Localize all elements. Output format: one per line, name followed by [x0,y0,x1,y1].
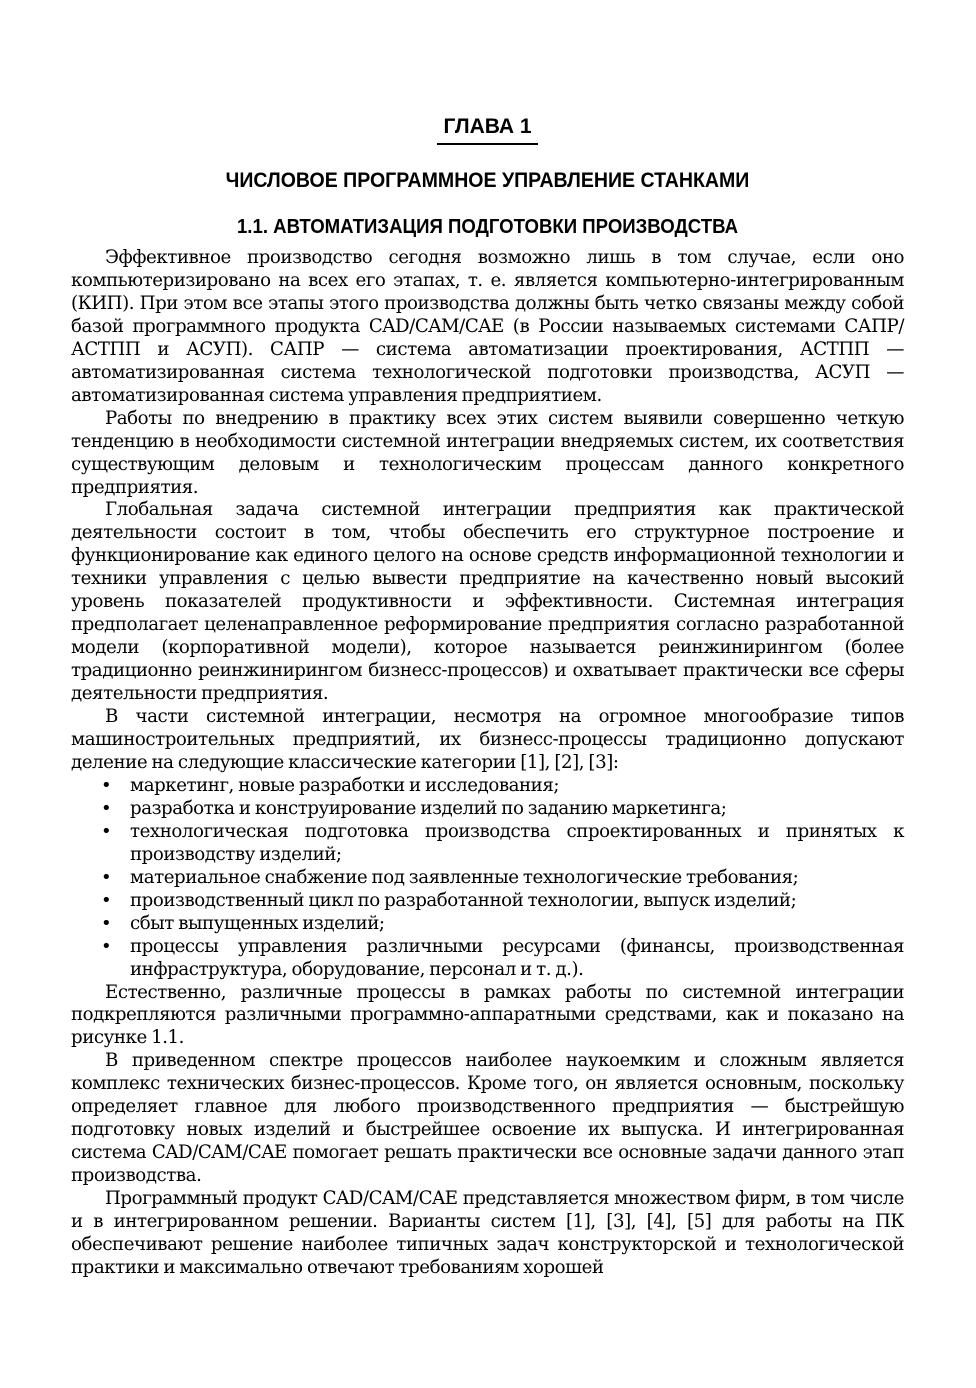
book-page [71,112,904,1280]
paragraph: Естественно, различные процессы в рамках работы по системной интеграции подкрепляются различными программно-аппаратными средствами, как и показано на рисунке 1.1. [71,981,904,1049]
list-item: • маркетинг, новые разработки и исследования; [71,775,904,798]
chapter-label: ГЛАВА 1 [437,112,537,145]
list-item: • сбыт выпущенных изделий; [71,913,904,936]
paragraph: В части системной интеграции, несмотря на огромное многообразие типов машиностроительных предприятий, их бизнесс-процессы традиционно допускают деление на следующие классические категории [1], [2], [3]: [71,706,904,773]
chapter-heading [71,112,904,145]
list-item: • материальное снабжение под заявленные технологические требования; [71,867,904,890]
paragraph: Работы по внедрению в практику всех этих систем выявили совершенно четкую тенденцию в необходимости системной интеграции внедряемых систем, их соответствия существующим деловым и технологическим процессам данного конкретного предприятия. [71,407,904,498]
category-list [71,775,904,982]
paragraph: Эффективное производство сегодня возможно лишь в том случае, если оно компьютеризировано на всех его этапах, т. е. является компьютерно-интегрированным (КИП). При этом все этапы этого производства должны быть четко связаны между собой базой программного продукта CAD/CAM/CAE (в России называемых системами САПР/АСТПП и АСУП). САПР — система автоматизации проектирования, АСТПП — автоматизированная система технологической подготовки производства, АСУП — автоматизированная система управления предприятием. [71,247,904,406]
paragraph: Программный продукт CAD/CAM/CAE представляется множеством фирм, в том числе и в интегрированном решении. Варианты систем [1], [3], [4], [5] для работы на ПК обеспечивают решение наиболее типичных задач конструкторской и технологической практики и максимально отвечают требованиям хорошей [71,1188,904,1278]
list-item: • процессы управления различными ресурсами (финансы, производственная инфраструктура, оборудование, персонал и т. д.). [71,936,904,982]
list-item: • технологическая подготовка производства спроектированных и принятых к производству изделий; [71,821,904,867]
chapter-title: ЧИСЛОВОЕ ПРОГРАММНОЕ УПРАВЛЕНИЕ СТАНКАМИ [225,169,750,192]
list-item: • производственный цикл по разработанной технологии, выпуск изделий; [71,890,904,913]
list-item: • разработка и конструирование изделий по заданию маркетинга; [71,798,904,821]
section-heading: 1.1. АВТОМАТИЗАЦИЯ ПОДГОТОВКИ ПРОИЗВОДСТВА [236,216,739,238]
paragraph: В приведенном спектре процессов наиболее наукоемким и сложным является комплекс технических бизнес-процессов. Кроме того, он является основным, поскольку определяет главное для любого производственного предприятия — быстрейшую подготовку новых изделий и быстрейшее освоение их выпуска. И интегрированная система CAD/CAM/CAE помогает решать практически все основные задачи данного этап производства. [71,1050,904,1187]
paragraph: Глобальная задача системной интеграции предприятия как практической деятельности состоит в том, чтобы обеспечить его структурное построение и функционирование как единого целого на основе средств информационной технологии и техники управления с целью вывести предприятие на качественно новый высокий уровень показателей продуктивности и эффективности. Системная интеграция предполагает целенаправленное реформирование предприятия согласно разработанной модели (корпоративной модели), которое называется реинжинирингом (более традиционно реинжинирингом бизнесс-процессов) и охватывает практически все сферы деятельности предприятия. [71,499,904,705]
body-text [71,247,904,1280]
